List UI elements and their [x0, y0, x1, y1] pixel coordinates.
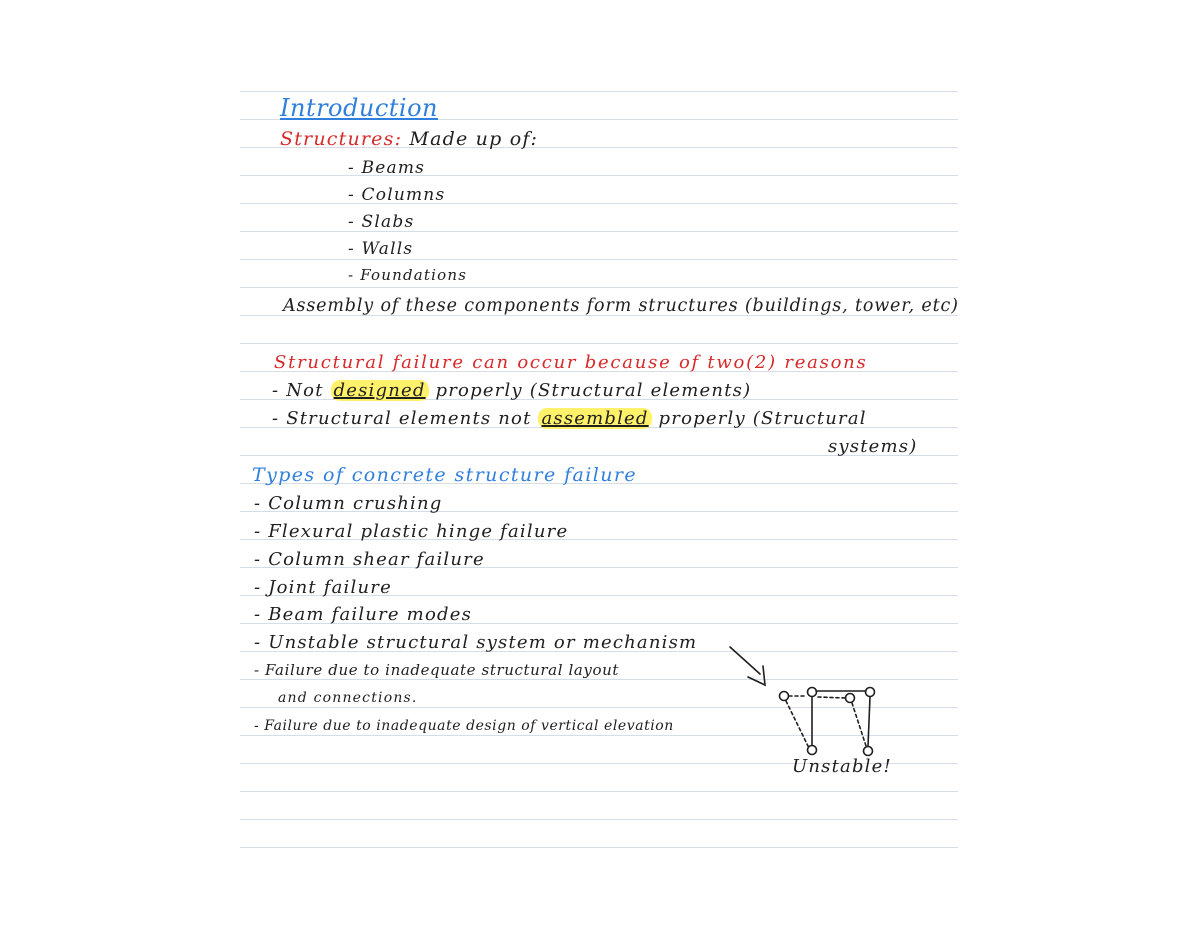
column-line [868, 697, 870, 746]
failure-type-item: - Joint failure [254, 577, 392, 598]
assembly-line: Assembly of these components form structures (buildings, tower, etc) [283, 296, 959, 316]
failure-type-item: - Failure due to inadequate design of vertical elevation [254, 718, 674, 734]
failure-type-item: - Column crushing [254, 493, 443, 514]
component-item: - Walls [348, 239, 414, 259]
structures-colon: : [394, 128, 403, 150]
component-item: - Foundations [348, 266, 468, 284]
intro-title: Introduction [280, 94, 438, 122]
reason-1-suffix: properly (Structural elements) [428, 380, 752, 401]
highlight-designed: designed [331, 380, 429, 401]
failure-type-item: - Unstable structural system or mechanism [254, 632, 698, 653]
structures-label: Structures [280, 128, 395, 150]
types-heading: Types of concrete structure failure [252, 464, 637, 486]
component-item: - Columns [348, 185, 446, 205]
unstable-label: Unstable! [792, 756, 892, 777]
hinge-circle [808, 688, 817, 697]
reason-2-prefix: - Structural elements not [272, 408, 539, 429]
reason-1-prefix: - Not [272, 380, 331, 401]
failure-type-item: - Beam failure modes [254, 604, 473, 625]
failure-type-item: - Flexural plastic hinge failure [254, 521, 569, 542]
failure-heading: Structural failure can occur because of two(2) reasons [274, 352, 868, 373]
pointer-arrow-head [748, 666, 765, 685]
hinge-circle [864, 747, 873, 756]
hinge-circle [866, 688, 875, 697]
component-item: - Slabs [348, 212, 415, 232]
reason-2-continued: systems) [828, 436, 918, 457]
dashed-column [786, 701, 866, 746]
hinge-circle [808, 746, 817, 755]
failure-type-item: - Column shear failure [254, 549, 485, 570]
pointer-arrow-line [730, 647, 760, 674]
component-item: - Beams [348, 158, 426, 178]
hinge-circle [846, 694, 855, 703]
made-up-of: Made up of: [409, 128, 539, 150]
failure-type-item: - Failure due to inadequate structural layout [254, 661, 619, 679]
dashed-beam [789, 696, 846, 698]
reason-2-suffix: properly (Structural [651, 408, 867, 429]
hinge-circle [780, 692, 789, 701]
failure-type-item: and connections. [278, 690, 418, 706]
highlight-assembled: assembled [538, 408, 651, 429]
